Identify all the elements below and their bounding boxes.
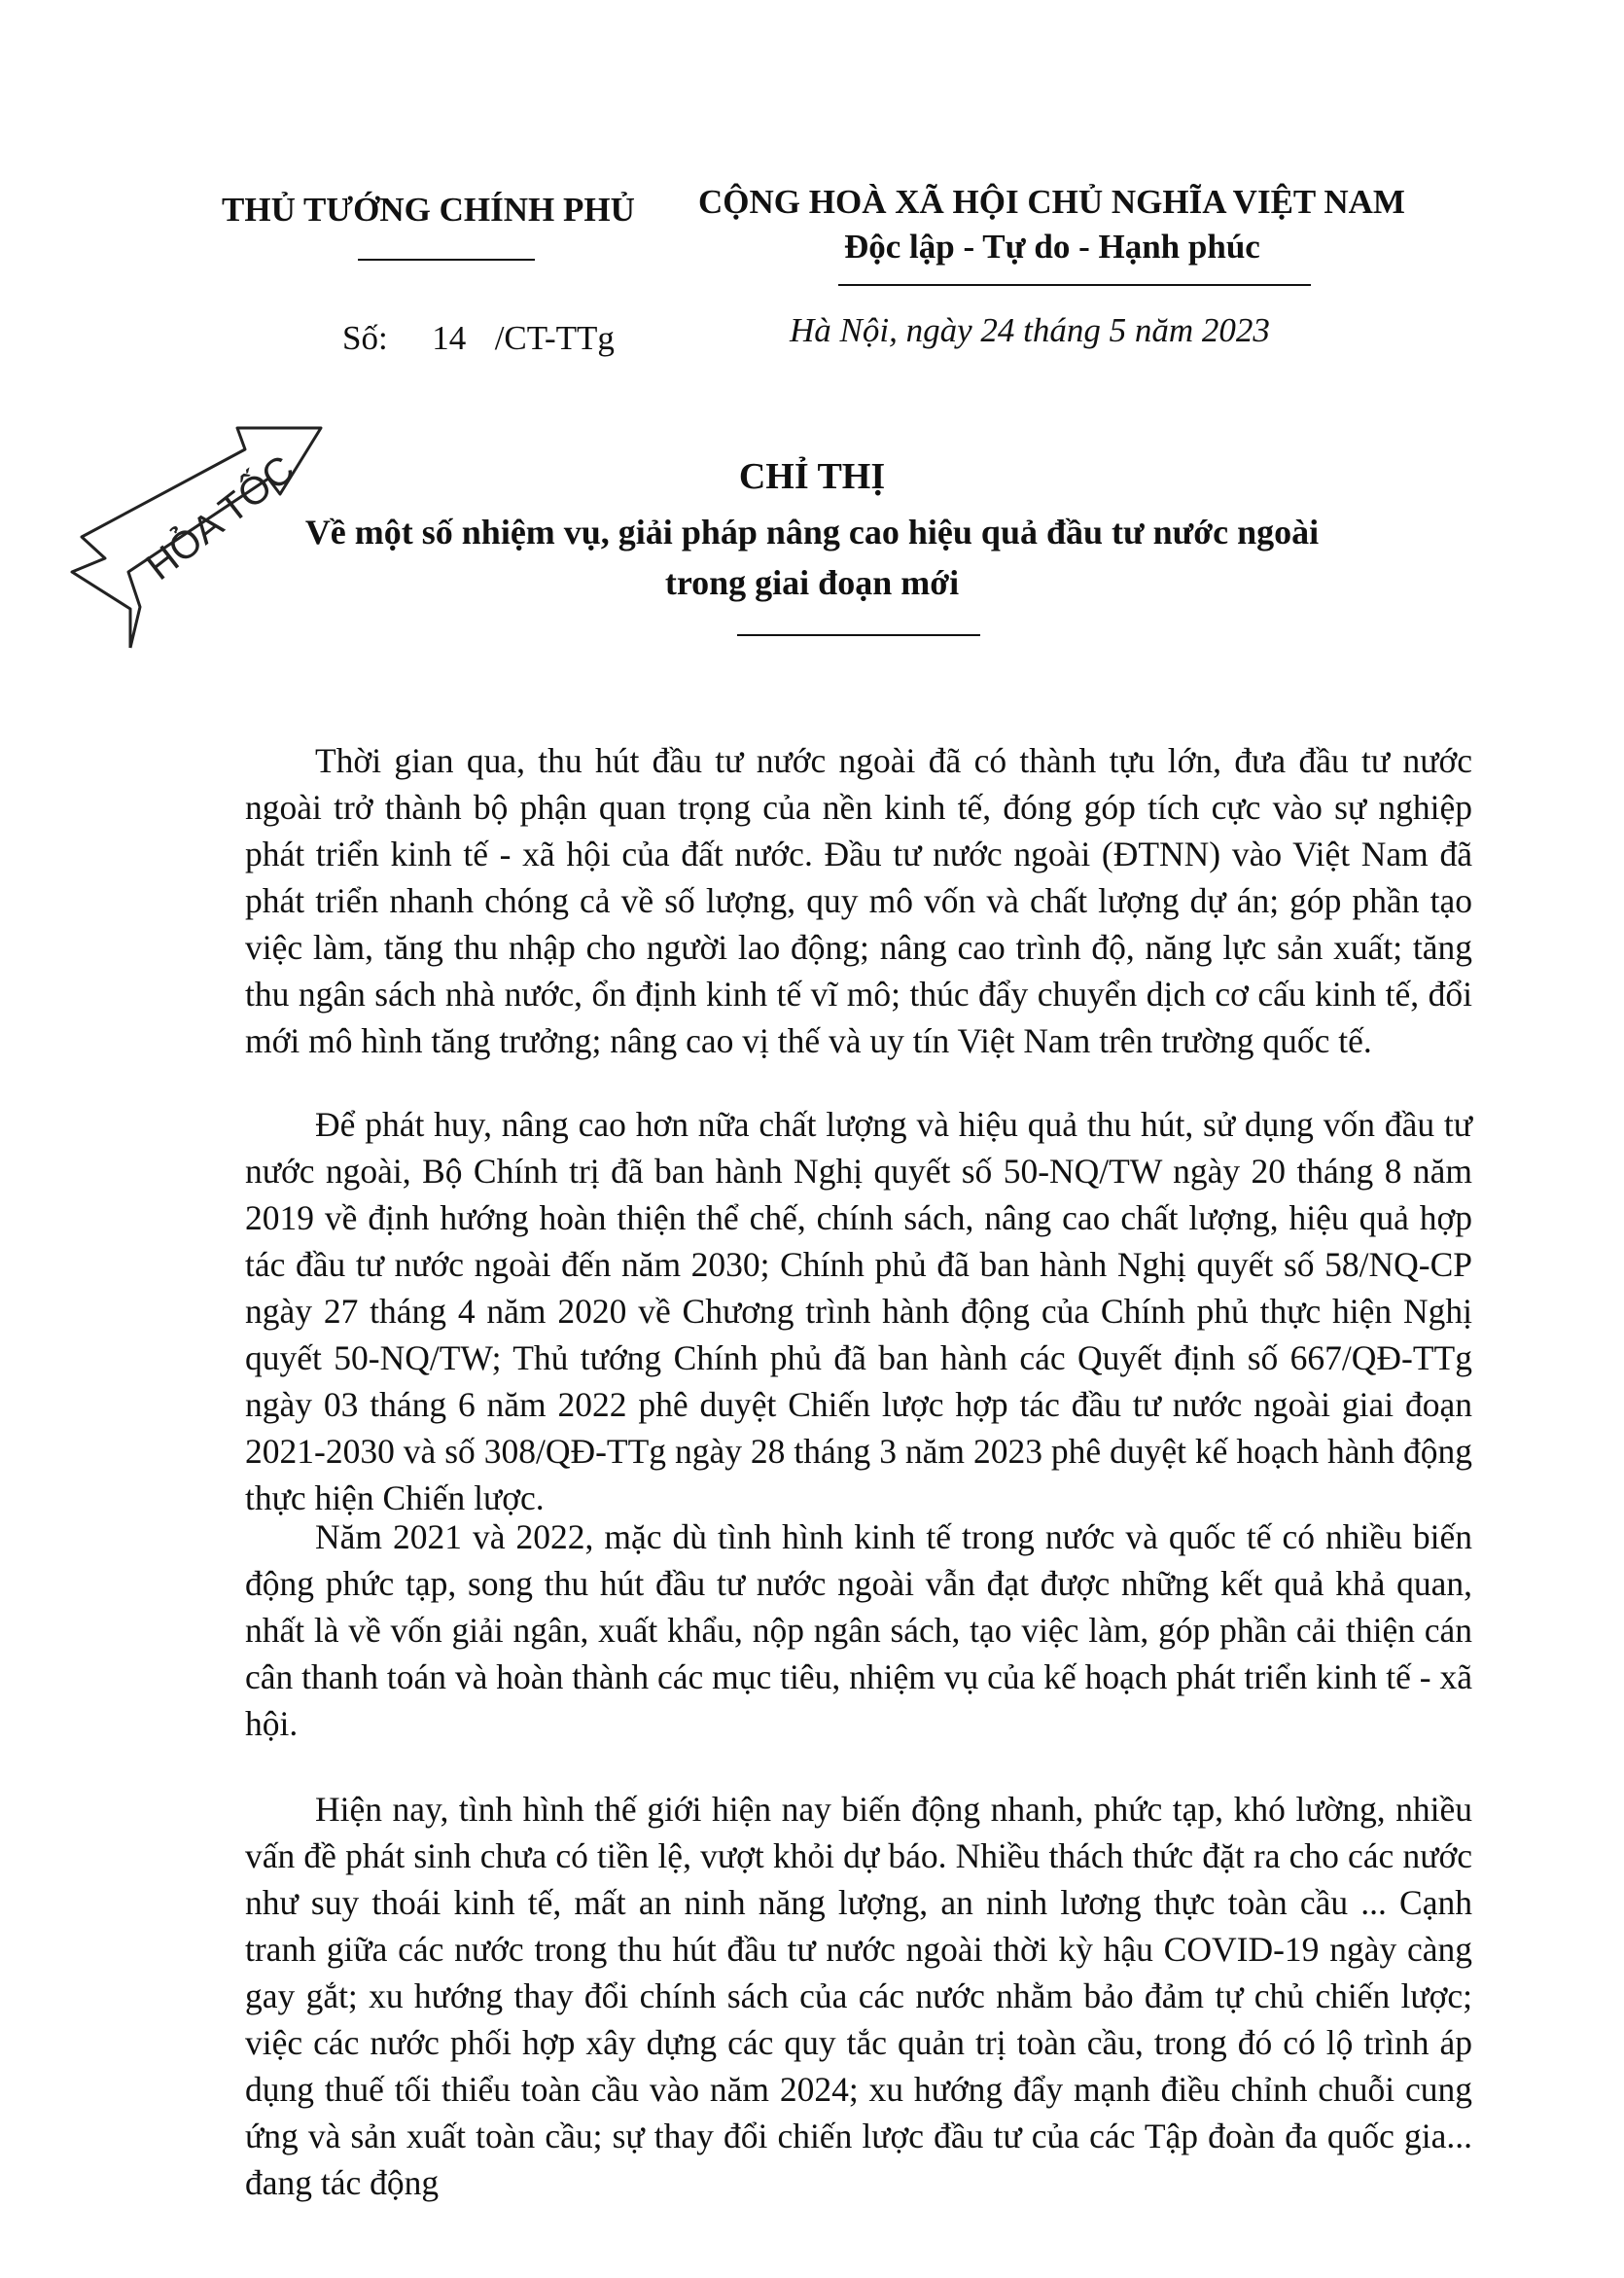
agency-underline bbox=[358, 259, 535, 261]
paragraph-4: Hiện nay, tình hình thế giới hiện nay biến động nhanh, phức tạp, khó lường, nhiều vấn đề phát sinh chưa có tiền lệ, vượt khỏi dự báo. Nhiều thách thức đặt ra cho các nước như suy thoái kinh tế, mất an ninh năng lượng, an ninh lương thực toàn cầu ... Cạnh tranh giữa các nước trong thu hút đầu tư nước ngoài thời kỳ hậu COVID-19 ngày càng gay gắt; xu hướng thay đổi chính sách của các nước nhằm bảo đảm tự chủ chiến lược; việc các nước phối hợp xây dựng các quy tắc quản trị toàn cầu, trong đó có lộ trình áp dụng thuế tối thiểu toàn cầu vào năm 2024; xu hướng đẩy mạnh điều chỉnh chuỗi cung ứng và sản xuất toàn cầu; sự thay đổi chiến lược đầu tư của các Tập đoàn đa quốc gia... đang tác động bbox=[245, 1790, 1472, 2202]
issuing-agency: THỦ TƯỚNG CHÍNH PHỦ bbox=[222, 191, 635, 229]
number-suffix: /CT-TTg bbox=[494, 319, 615, 357]
paragraph-2: Để phát huy, nâng cao hơn nữa chất lượng và hiệu quả thu hút, sử dụng vốn đầu tư nước ngoài, Bộ Chính trị đã ban hành Nghị quyết số 50-NQ/TW ngày 20 tháng 8 năm 2019 về định hướng hoàn thiện thể chế, chính sách, nâng cao chất lượng, hiệu quả hợp tác đầu tư nước ngoài đến năm 2030; Chính phủ đã ban hành Nghị quyết số 58/NQ-CP ngày 27 tháng 4 năm 2020 về Chương trình hành động của Chính phủ thực hiện Nghị quyết 50-NQ/TW; Thủ tướng Chính phủ đã ban hành các Quyết định số 667/QĐ-TTg ngày 03 tháng 6 năm 2022 phê duyệt Chiến lược hợp tác đầu tư nước ngoài giai đoạn 2021-2030 và số 308/QĐ-TTg ngày 28 tháng 3 năm 2023 phê duyệt kế hoạch hành động thực hiện Chiến lược. bbox=[245, 1105, 1472, 1517]
paragraph-3: Năm 2021 và 2022, mặc dù tình hình kinh tế trong nước và quốc tế có nhiều biến động phức tạp, song thu hút đầu tư nước ngoài vẫn đạt được những kết quả khả quan, nhất là về vốn giải ngân, xuất khẩu, nộp ngân sách, tạo việc làm, góp phần cải thiện cán cân thanh toán và hoàn thành các mục tiêu, nhiệm vụ của kế hoạch phát triển kinh tế - xã hội. bbox=[245, 1517, 1472, 1743]
document-subject-line2: trong giai đoạn mới bbox=[664, 563, 960, 602]
title-underline bbox=[737, 634, 980, 636]
motto-underline bbox=[838, 284, 1311, 286]
number-label: Số: bbox=[342, 319, 388, 357]
document-subject-line1: Về một số nhiệm vụ, giải pháp nâng cao hiệu quả đầu tư nước ngoài bbox=[304, 513, 1320, 552]
number-value: 14 bbox=[432, 319, 467, 357]
place-date: Hà Nội, ngày 24 tháng 5 năm 2023 bbox=[790, 311, 1270, 349]
nation-name: CỘNG HOÀ XÃ HỘI CHỦ NGHĨA VIỆT NAM bbox=[698, 183, 1405, 221]
document-number bbox=[342, 319, 615, 358]
stamp-text: HỎA TỐC bbox=[138, 447, 302, 589]
paragraph-1: Thời gian qua, thu hút đầu tư nước ngoài đã có thành tựu lớn, đưa đầu tư nước ngoài trở thành bộ phận quan trọng của nền kinh tế, đóng góp tích cực vào sự nghiệp phát triển kinh tế - xã hội của đất nước. Đầu tư nước ngoài (ĐTNN) vào Việt Nam đã phát triển nhanh chóng cả về số lượng, quy mô vốn và chất lượng dự án; góp phần tạo việc làm, tăng thu nhập cho người lao động; nâng cao trình độ, năng lực sản xuất; tăng thu ngân sách nhà nước, ổn định kinh tế vĩ mô; thúc đẩy chuyển dịch cơ cấu kinh tế, đổi mới mô hình tăng trưởng; nâng cao vị thế và uy tín Việt Nam trên trường quốc tế. bbox=[245, 741, 1472, 1060]
document-type: CHỈ THỊ bbox=[738, 456, 886, 497]
motto: Độc lập - Tự do - Hạnh phúc bbox=[844, 228, 1260, 266]
